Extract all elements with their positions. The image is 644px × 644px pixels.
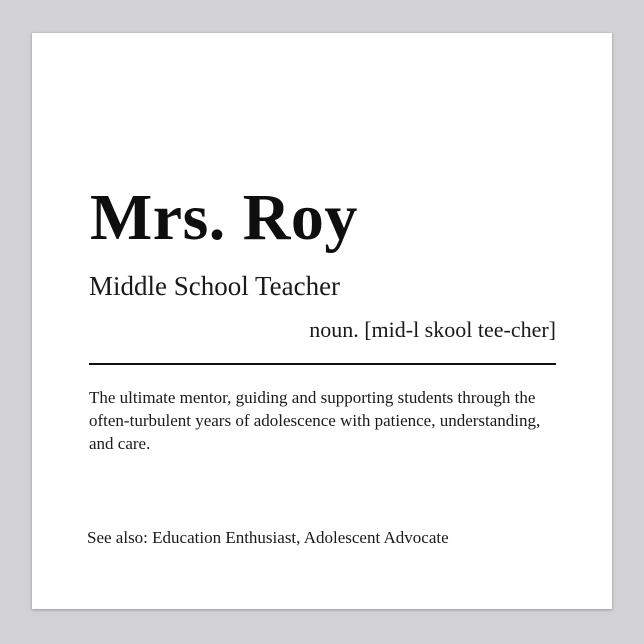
poster-title: Mrs. Roy: [90, 181, 358, 254]
divider-line: [89, 363, 556, 365]
pronunciation-text: noun. [mid-l skool tee-cher]: [309, 317, 556, 342]
definition-poster: [32, 33, 612, 609]
poster-subtitle: Middle School Teacher: [89, 271, 341, 301]
see-also-text: See also: Education Enthusiast, Adolescent Advocate: [87, 528, 449, 547]
definition-text: The ultimate mentor, guiding and supporting students through the often-turbulent years of adolescence with patience, understanding, and care.: [89, 388, 541, 453]
